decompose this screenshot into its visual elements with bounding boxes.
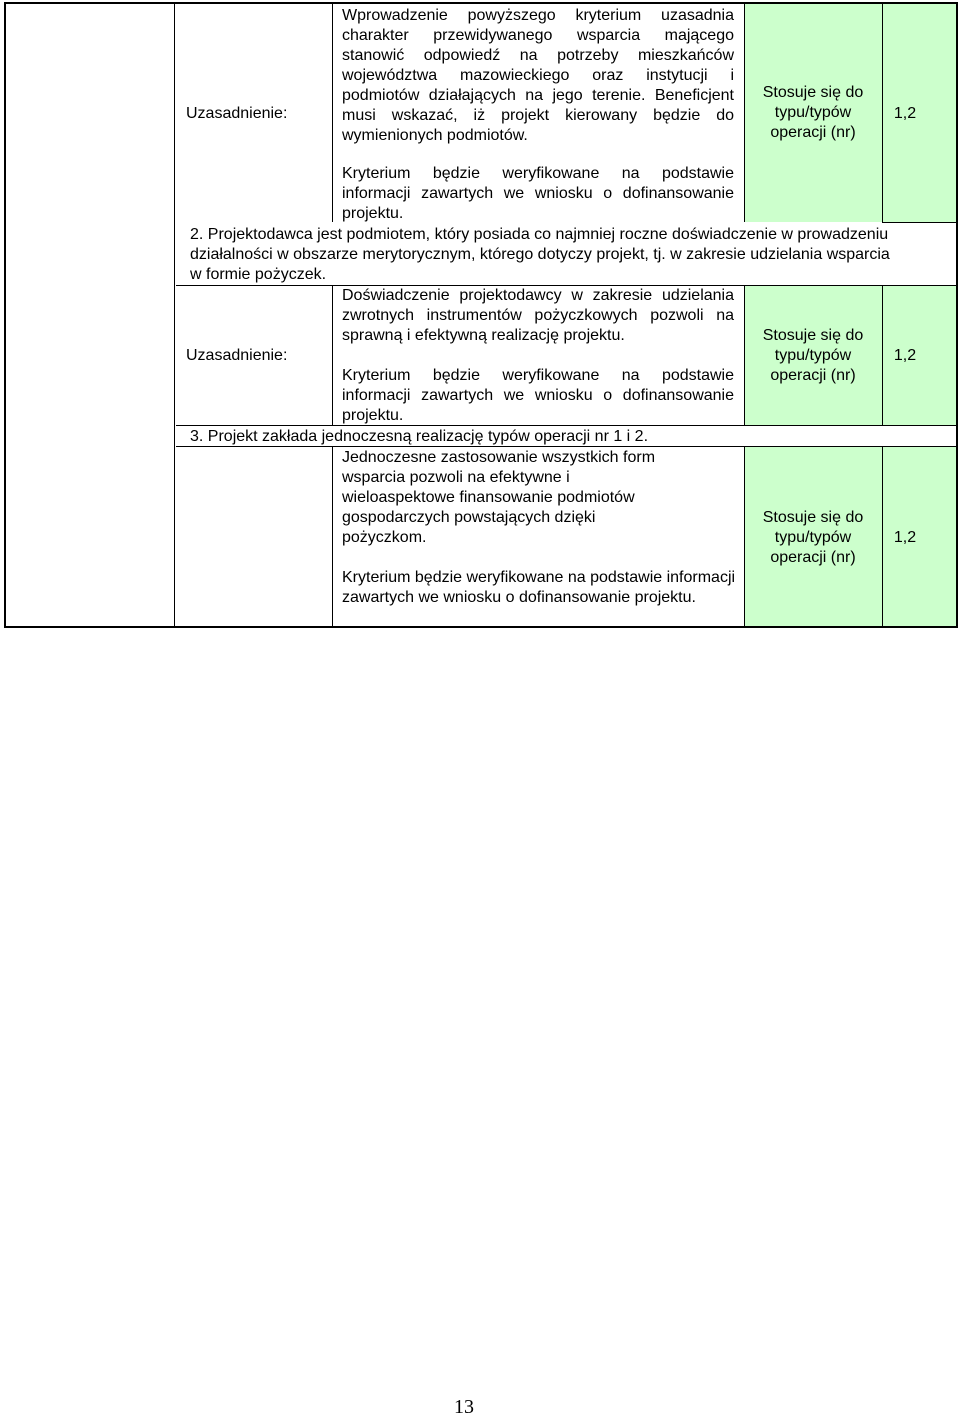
page-number: 13 — [454, 1396, 474, 1418]
row1-applies: Stosuje się do typu/typów operacji (nr) — [762, 84, 864, 141]
row3-text-1: Jednoczesne zastosowanie wszystkich form wsparcia pozwoli na efektywne i wieloaspektowe finansowanie podmiotów gospodarczych powstających dzięki pożyczkom. — [342, 449, 656, 546]
row2-applies: Stosuje się do typu/typów operacji (nr) — [762, 327, 864, 384]
row3-applies: Stosuje się do typu/typów operacji (nr) — [762, 509, 864, 566]
grid-line — [332, 446, 333, 626]
grid-line — [744, 285, 745, 425]
row1-label: Uzasadnienie: — [186, 105, 288, 122]
left-column — [4, 2, 175, 628]
row2-types: 1,2 — [893, 347, 917, 364]
row2-label: Uzasadnienie: — [186, 347, 288, 364]
grid-line — [882, 4, 883, 222]
row1-text-2: Kryterium będzie weryfikowane na podstawie informacji zawartych we wniosku o dofinansowanie projektu. — [342, 165, 734, 222]
grid-line — [332, 285, 333, 425]
grid-line — [332, 4, 333, 222]
grid-line — [176, 446, 956, 447]
grid-line — [882, 222, 956, 223]
grid-line — [882, 285, 883, 425]
row2-text-2: Kryterium będzie weryfikowane na podstawie informacji zawartych we wniosku o dofinansowanie projektu. — [342, 367, 734, 424]
grid-line — [744, 446, 745, 626]
grid-line — [176, 425, 956, 426]
row3-text-2: Kryterium będzie weryfikowane na podstawie informacji zawartych we wniosku o dofinansowanie projektu. — [342, 569, 736, 606]
row2-text-1: Doświadczenie projektodawcy w zakresie udzielania zwrotnych instrumentów pożyczkowych pozwoli na sprawną i efektywną realizację projektu. — [342, 287, 734, 344]
row3-heading: 3. Projekt zakłada jednoczesną realizację typów operacji nr 1 i 2. — [190, 428, 649, 445]
row2-heading: 2. Projektodawca jest podmiotem, który posiada co najmniej roczne doświadczenie w prowadzeniu działalności w obszarze merytorycznym, którego dotyczy projekt, tj. w zakresie udzielania wsparcia w formie pożyczek. — [190, 226, 890, 283]
grid-line — [882, 446, 883, 626]
row1-types: 1,2 — [893, 105, 917, 122]
row3-types: 1,2 — [893, 529, 917, 546]
row1-text-1: Wprowadzenie powyższego kryterium uzasadnia charakter przewidywanego wsparcia mającego stanowić odpowiedź na potrzeby mieszkańców województwa mazowieckiego oraz instytucji i podmiotów działających na jego terenie. Beneficjent musi wskazać, iż projekt kierowany będzie do wymienionych podmiotów. — [342, 7, 734, 144]
grid-line — [744, 4, 745, 222]
grid-line — [176, 285, 956, 286]
